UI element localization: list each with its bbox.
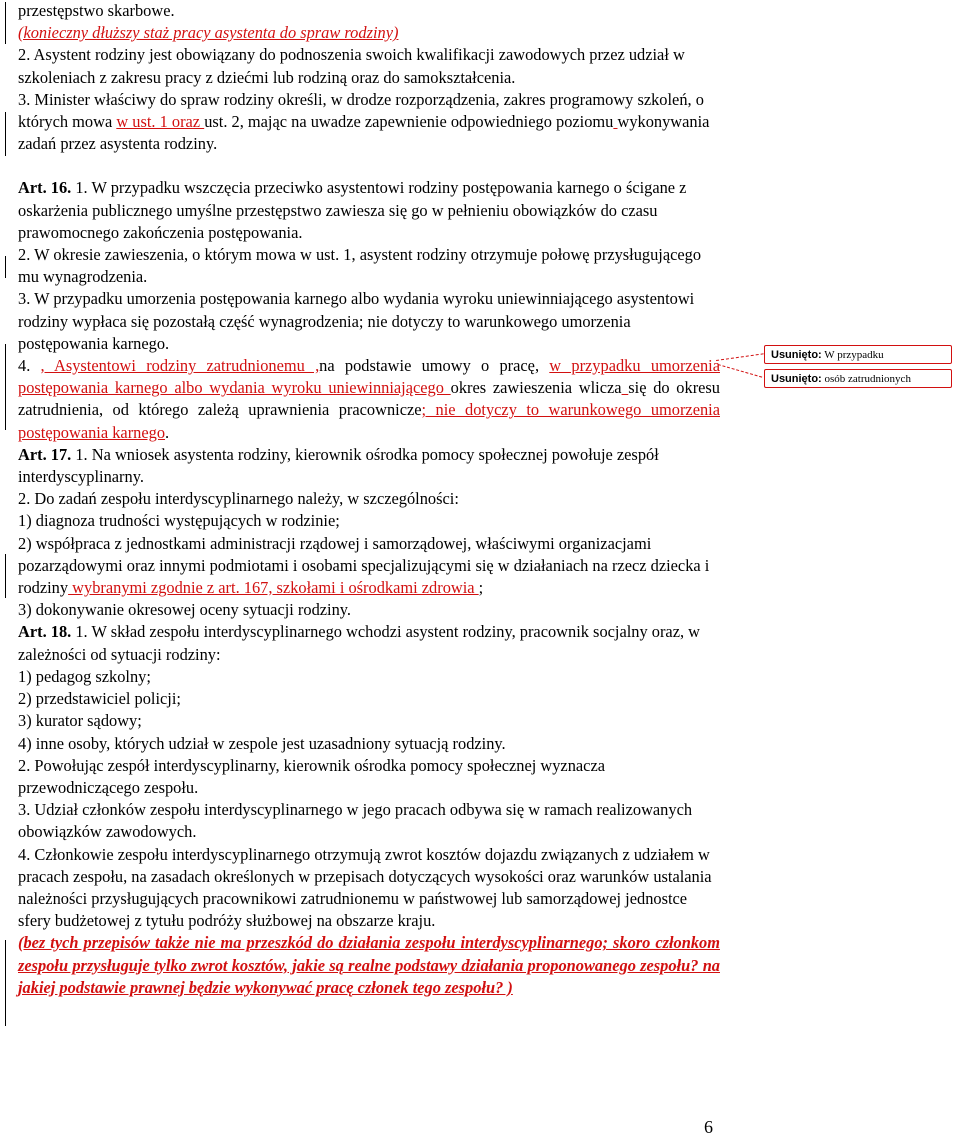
text-line: przestępstwo skarbowe. xyxy=(18,1,175,20)
list-item: 3) dokonywanie okresowej oceny sytuacji rodziny. xyxy=(18,600,352,620)
paragraph: 3. Minister właściwy do spraw rodziny określi, w drodze rozporządzenia, zakres programowy szkoleń, o których mowa w ust. 1 oraz ust. 2, mając na uwadze zapewnienie odpowiedniego poziomu wykonywania zadań przez asystenta rodziny. xyxy=(18,89,710,154)
comment-text: W przypadku xyxy=(821,349,884,361)
list-item: 1) diagnoza trudności występujących w rodzinie; xyxy=(18,511,340,531)
article-label: Art. 17. xyxy=(18,444,72,464)
comment-label: Usunięto: xyxy=(771,373,822,385)
list-item: 3) kurator sądowy; xyxy=(18,711,142,731)
comment-label: Usunięto: xyxy=(771,349,822,361)
comment-text: osób zatrudnionych xyxy=(821,373,911,385)
page-number: 6 xyxy=(704,1117,713,1137)
comment-leader-line xyxy=(718,364,762,378)
document-page xyxy=(18,0,720,999)
change-bar xyxy=(5,344,6,430)
change-bar xyxy=(5,554,6,598)
change-bar xyxy=(5,112,6,156)
inserted-note: (konieczny dłuższy staż pracy asystenta do spraw rodziny) xyxy=(18,23,399,43)
paragraph: Art. 18. 1. W skład zespołu interdyscyplinarnego wchodzi asystent rodziny, pracownik socjalny oraz, w zależności od sytuacji rodziny: xyxy=(18,622,701,664)
paragraph: 2. Do zadań zespołu interdyscyplinarnego należy, w szczególności: xyxy=(18,489,459,509)
change-bar xyxy=(5,2,6,44)
paragraph: 2. Powołując zespół interdyscyplinarny, kierownik ośrodka pomocy społecznej wyznacza przewodniczącego zespołu. xyxy=(18,755,606,797)
article-label: Art. 16. xyxy=(18,178,72,198)
inserted-note: (bez tych przepisów także nie ma przeszkód do działania zespołu interdyscyplinarnego; skoro członkom zespołu przysługuje tylko zwrot kosztów, jakie są realne podstawy działania proponowanego zespołu? na jakiej podstawie prawnej będzie wykonywać pracę członek tego zespołu? ) xyxy=(18,933,720,997)
paragraph: Art. 17. 1. Na wniosek asystenta rodziny, kierownik ośrodka pomocy społecznej powołuje zespół interdyscyplinarny. xyxy=(18,444,659,487)
list-item: 2) współpraca z jednostkami administracji rządowej i samorządowej, właściwymi organizacjami pozarządowymi oraz innymi podmiotami i osobami specjalizującymi się w działaniach na rzecz dziecka i rodziny wybranymi zgodnie z art. 167, szkołami i ośrodkami zdrowia ; xyxy=(18,533,710,598)
comment-leader-line xyxy=(716,353,764,361)
list-item: 1) pedagog szkolny; xyxy=(18,666,151,686)
list-item: 4) inne osoby, których udział w zespole jest uzasadniony sytuacją rodziny. xyxy=(18,733,506,753)
paragraph: 2. W okresie zawieszenia, o którym mowa w ust. 1, asystent rodziny otrzymuje połowę przysługującego mu wynagrodzenia. xyxy=(18,245,702,287)
paragraph: Art. 16. 1. W przypadku wszczęcia przeciwko asystentowi rodziny postępowania karnego o ścigane z oskarżenia publicznego umyślne przestępstwo zawiesza się go w pełnieniu obowiązków do czasu prawomocnego zakończenia postępowania. xyxy=(18,178,687,242)
paragraph: 4. , Asystentowi rodziny zatrudnionemu ,na podstawie umowy o pracę, w przypadku umorzenia postępowania karnego albo wydania wyroku uniewinniającego okres zawieszenia wlicza się do okresu zatrudnienia, od którego zależą uprawnienia pracownicze; nie dotyczy to warunkowego umorzenia postępowania karnego. xyxy=(18,356,720,442)
change-bar xyxy=(5,256,6,278)
spacer xyxy=(18,155,720,177)
paragraph: 4. Członkowie zespołu interdyscyplinarnego otrzymują zwrot kosztów dojazdu związanych z udziałem w pracach zespołu, na zasadach określonych w przepisach dotyczących wysokości oraz warunków ustalania należności przysługujących pracownikowi zatrudnionemu w państwowej lub samorządowej jednostce sfery budżetowej z tytułu podróży służbowej na obszarze kraju. xyxy=(18,844,712,931)
paragraph: 3. Udział członków zespołu interdyscyplinarnego w jego pracach odbywa się w ramach realizowanych obowiązków zawodowych. xyxy=(18,800,693,842)
article-label: Art. 18. xyxy=(18,622,72,642)
change-bar xyxy=(5,940,6,1026)
paragraph: 2. Asystent rodziny jest obowiązany do podnoszenia swoich kwalifikacji zawodowych przez udział w szkoleniach z zakresu pracy z dziećmi lub rodziną oraz do samokształcenia. xyxy=(18,45,685,87)
revision-comment[interactable] xyxy=(764,345,952,364)
paragraph: 3. W przypadku umorzenia postępowania karnego albo wydania wyroku uniewinniającego asystentowi rodziny wypłaca się pozostałą część wynagrodzenia; nie dotyczy to warunkowego umorzenia postępowania karnego. xyxy=(18,289,695,353)
list-item: 2) przedstawiciel policji; xyxy=(18,689,181,709)
revision-comment[interactable] xyxy=(764,369,952,388)
